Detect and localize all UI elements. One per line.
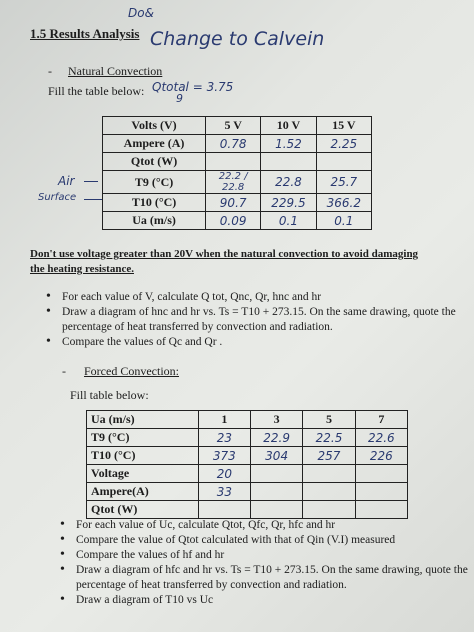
handwritten-note-small: Do& [128,6,154,20]
list-item: • Draw a diagram of hfc and hr vs. Ts = T10 + 273.15. On the same drawing, quote the [58,563,468,577]
table-cell [303,501,355,519]
table-cell: 2.25 [316,135,371,153]
table-row [103,212,372,230]
row-label: Ua (m/s) [103,212,206,230]
table-cell: 22.9 [250,429,302,447]
warning-line-1: Don't use voltage greater than 20V when the natural convection to avoid damaging [30,248,419,260]
table-cell [250,483,302,501]
list-item-continuation [58,578,468,592]
table-cell: 1.52 [261,135,316,153]
forced-instruction: Fill table below: [70,388,149,402]
row-label: Ua (m/s) [87,411,199,429]
forced-heading-dash: - [62,364,66,378]
table-cell [355,501,407,519]
forced-bullet-list [58,518,468,608]
table-row [103,153,372,171]
natural-heading-dash: - [48,64,52,78]
table-cell: 20 [198,465,250,483]
column-header: 7 [355,411,407,429]
list-item: • Compare the values of Qc and Qr . [44,335,456,349]
list-item: • For each value of V, calculate Q tot, Qnc, Qr, hnc and hr [44,290,456,304]
table-cell: 0.09 [206,212,261,230]
handwritten-change-note: Change to Calvein [150,28,325,50]
table-cell [355,465,407,483]
table-cell: 33 [198,483,250,501]
table-cell: 0.1 [316,212,371,230]
handwritten-q-mark: 9 [176,92,183,105]
table-cell [250,465,302,483]
list-item: • Draw a diagram of hnc and hr vs. Ts = T10 + 273.15. On the same drawing, quote the [44,305,456,319]
forced-convection-table [86,410,408,519]
table-cell: 0.78 [206,135,261,153]
table-cell [206,153,261,171]
column-header: 5 [303,411,355,429]
table-row [103,135,372,153]
natural-convection-table [102,116,372,230]
row-label: Ampere (A) [103,135,206,153]
table-cell [316,153,371,171]
forced-convection-heading: Forced Convection: [84,364,179,378]
list-item-continuation [44,320,456,334]
list-item-text: percentage of heat transferred by convection and radiation. [76,579,347,591]
list-item-text: percentage of heat transferred by convection and radiation. [62,321,333,333]
column-header: 3 [250,411,302,429]
air-arrow-line [84,181,98,182]
column-header: 1 [198,411,250,429]
table-cell [198,501,250,519]
table-cell: 0.1 [261,212,316,230]
column-header: 5 V [206,117,261,135]
table-cell: 22.8 [261,171,316,194]
surface-arrow-line [84,199,102,200]
table-row [103,194,372,212]
handwritten-q-total: Qtotal = 3.75 [152,80,234,94]
table-cell: 229.5 [261,194,316,212]
table-cell: 226 [355,447,407,465]
table-cell: 25.7 [316,171,371,194]
table-row [87,465,408,483]
handwritten-air-label: Air [58,174,75,188]
list-item: • Compare the value of Qtot calculated with that of Qin (V.I) measured [58,533,468,547]
table-row [87,483,408,501]
table-row [103,117,372,135]
table-cell [303,465,355,483]
table-cell: 304 [250,447,302,465]
handwritten-surface-label: Surface [38,192,77,203]
column-header: 10 V [261,117,316,135]
row-label: T10 (°C) [87,447,199,465]
list-item: • Compare the values of hf and hr [58,548,468,562]
row-label: Qtot (W) [103,153,206,171]
table-cell [355,483,407,501]
table-cell: 257 [303,447,355,465]
list-item: • Draw a diagram of T10 vs Uc [58,593,468,607]
table-cell: 373 [198,447,250,465]
table-cell: 366.2 [316,194,371,212]
row-label: T10 (°C) [103,194,206,212]
natural-instruction: Fill the table below: [48,84,145,98]
table-row [103,171,372,194]
row-label: Volts (V) [103,117,206,135]
table-cell: 23 [198,429,250,447]
section-title: 1.5 Results Analysis [30,26,140,41]
warning-line-2: the heating resistance. [30,263,134,275]
table-cell: 90.7 [206,194,261,212]
table-cell: 22.6 [355,429,407,447]
natural-convection-heading: Natural Convection [68,64,163,78]
table-cell [250,501,302,519]
row-label: T9 (°C) [103,171,206,194]
row-label: Voltage [87,465,199,483]
table-cell [261,153,316,171]
table-row [87,501,408,519]
natural-bullet-list [44,290,456,350]
row-label: T9 (°C) [87,429,199,447]
list-item: • For each value of Uc, calculate Qtot, Qfc, Qr, hfc and hr [58,518,468,532]
table-row [87,411,408,429]
table-row [87,447,408,465]
table-cell: 22.5 [303,429,355,447]
table-cell [303,483,355,501]
row-label: Qtot (W) [87,501,199,519]
column-header: 15 V [316,117,371,135]
table-row [87,429,408,447]
row-label: Ampere(A) [87,483,199,501]
table-cell: 22.2 / 22.8 [206,171,261,194]
